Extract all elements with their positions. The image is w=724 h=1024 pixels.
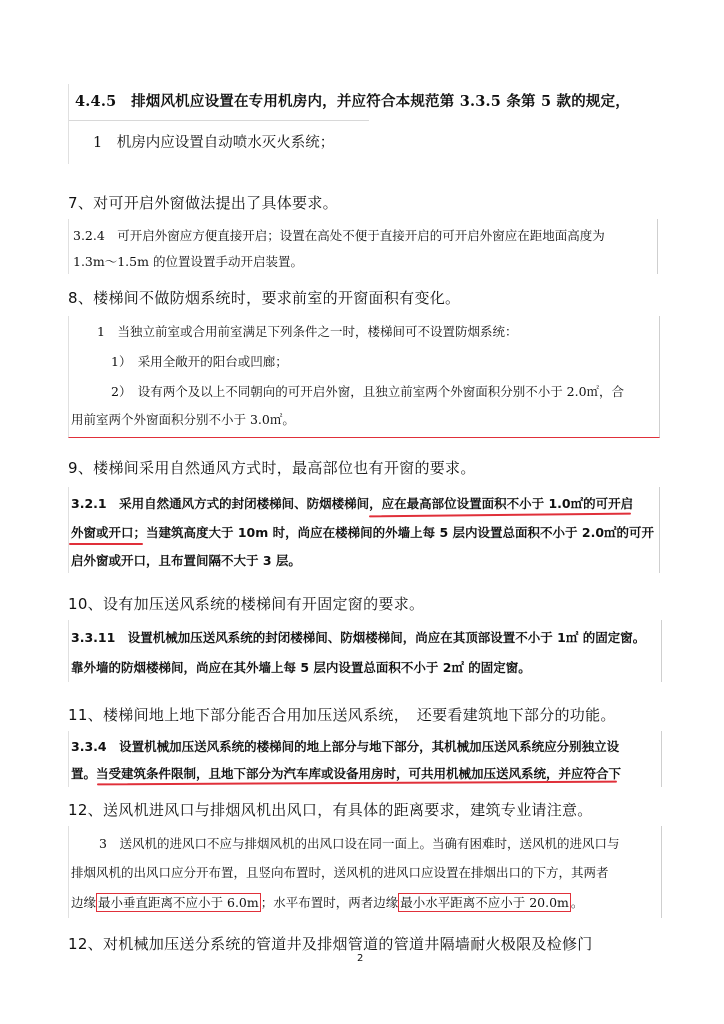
clip-section-3-3-4 <box>68 731 662 787</box>
red-box-horizontal-distance: 最小水平距离不应小于 20.0m <box>400 895 569 910</box>
clip-section-fan-distance <box>68 826 662 918</box>
clip-line: 1） 采用全敞开的阳台或凹廊； <box>111 354 288 369</box>
clip-line: 4.4.5 排烟风机应设置在专用机房内，并应符合本规范第 3.3.5 条第 5 款的规定， <box>75 93 631 110</box>
red-underline <box>369 513 631 518</box>
clip-text: ；水平布置时，两者边缘 <box>260 895 399 910</box>
heading-10: 10、设有加压送风系统的楼梯间有开固定窗的要求。 <box>68 595 425 613</box>
clip-line: 3.3.4 设置机械加压送风系统的楼梯间的地上部分与地下部分，其机械加压送风系统应分别独立设 <box>71 739 620 754</box>
clip-text: 。 <box>570 895 584 910</box>
clip-line: 1 当独立前室或合用前室满足下列条件之一时，楼梯间可不设置防烟系统： <box>97 324 518 339</box>
clip-line: 3 送风机的进风口不应与排烟风机的出风口设在同一面上。当确有困难时，送风机的进风口与 <box>99 836 620 851</box>
clip-line: 排烟风机的出风口应分开布置，且竖向布置时，送风机的进风口应设置在排烟出口的下方，其两者 <box>71 865 609 880</box>
clip-line: 启外窗或开口，且布置间隔不大于 3 层。 <box>71 553 301 568</box>
clip-line: 3.3.11 设置机械加压送风系统的封闭楼梯间、防烟楼梯间，尚应在其顶部设置不小于 1㎡ 的固定窗。 <box>71 630 646 645</box>
clip-section-preroom <box>68 316 660 438</box>
clip-section-3-2-1 <box>68 487 660 573</box>
clip-section-3-2-4 <box>68 219 658 274</box>
clip-line: 3.2.4 可开启外窗应方便直接开启；设置在高处不便于直接开启的可开启外窗应在距地面高度为 <box>73 228 605 243</box>
red-box-vertical-distance: 最小垂直距离不应小于 6.0m <box>98 895 259 910</box>
clip-line: 1.3m～1.5m 的位置设置手动开启装置。 <box>73 254 303 269</box>
red-underline <box>69 543 143 545</box>
clip-line: 3.2.1 采用自然通风方式的封闭楼梯间、防烟楼梯间，应在最高部位设置面积不小于 1.0㎡的可开启 <box>71 496 634 511</box>
clip-line: 靠外墙的防烟楼梯间，尚应在其外墙上每 5 层内设置总面积不小于 2㎡ 的固定窗。 <box>71 660 531 675</box>
clip-line: 置。当受建筑条件限制，且地下部分为汽车库或设备用房时，可共用机械加压送风系统，并应符合下 <box>71 766 622 781</box>
heading-9: 9、楼梯间采用自然通风方式时，最高部位也有开窗的要求。 <box>68 459 476 477</box>
clip-line: 用前室两个外窗面积分别不小于 3.0㎡。 <box>71 412 295 427</box>
heading-7: 7、对可开启外窗做法提出了具体要求。 <box>68 194 338 212</box>
clip-line: 2） 设有两个及以上不同朝向的可开启外窗，且独立前室两个外窗面积分别不小于 2.0㎡，合 <box>111 384 625 399</box>
clip-text: 边缘 <box>71 895 97 910</box>
clip-line: 外窗或开口；当建筑高度大于 10m 时，尚应在楼梯间的外墙上每 5 层内设置总面积不小于 2.0㎡的可开 <box>71 525 655 540</box>
clip-section-3-3-11 <box>68 620 662 682</box>
heading-12b: 12、对机械加压送分系统的管道井及排烟管道的管道井隔墙耐火极限及检修门 <box>68 935 593 953</box>
heading-8: 8、楼梯间不做防烟系统时，要求前室的开窗面积有变化。 <box>68 289 461 307</box>
heading-11: 11、楼梯间地上地下部分能否合用加压送风系统， 还要看建筑地下部分的功能。 <box>68 706 616 724</box>
heading-12a: 12、送风机进风口与排烟风机出风口，有具体的距离要求，建筑专业请注意。 <box>68 801 593 819</box>
clip-line-with-boxes <box>71 893 583 911</box>
clip-line: 1 机房内应设置自动喷水灭火系统； <box>93 135 335 151</box>
page-number: 2 <box>357 953 364 964</box>
clip-section-4-4-5 <box>68 84 656 164</box>
clip-divider <box>69 120 369 121</box>
